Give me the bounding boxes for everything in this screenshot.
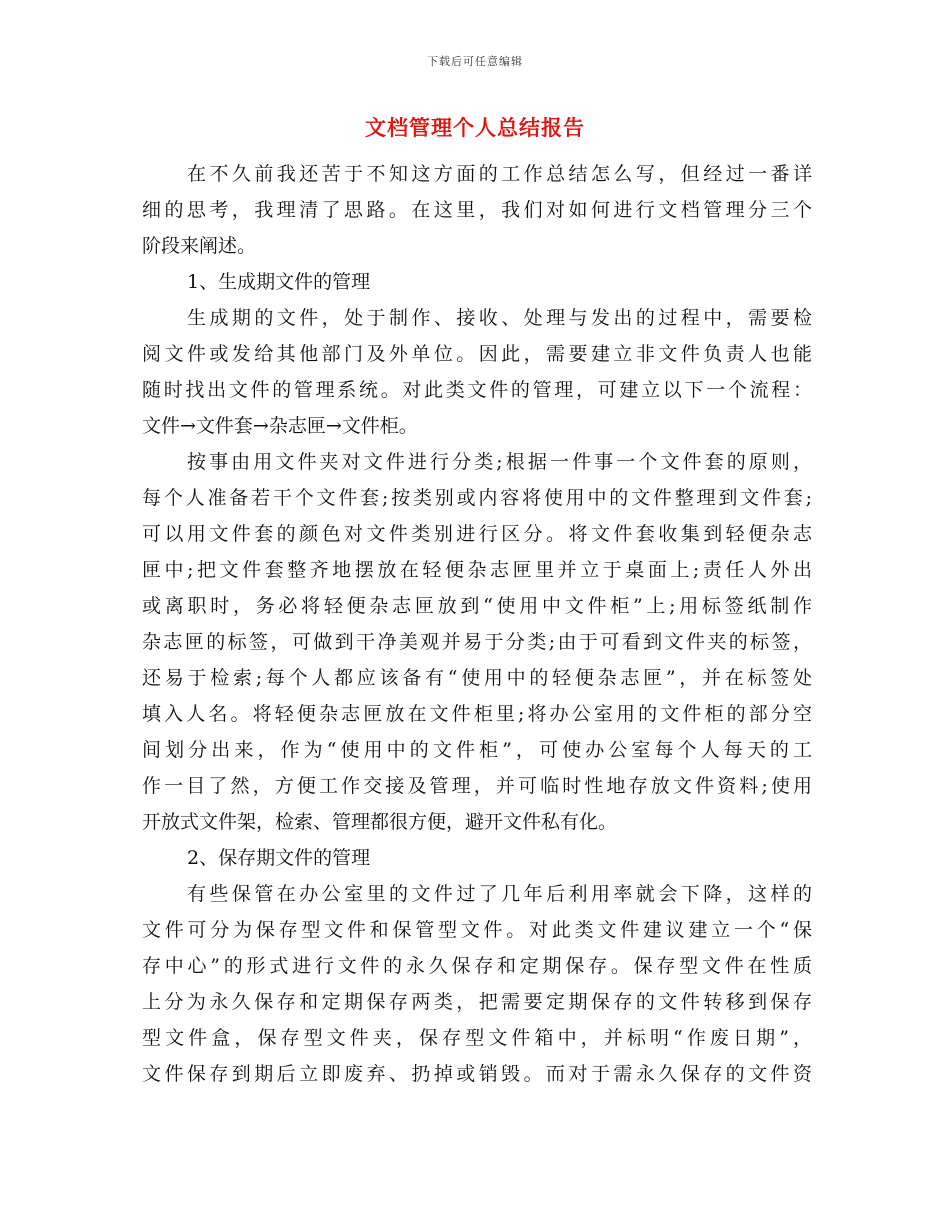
body-line: 文件→文件套→杂志匣→文件柜。 [142, 415, 418, 437]
header-note: 下载后可任意编辑 [427, 55, 523, 68]
body-line: 随时找出文件的管理系统。对此类文件的管理，可建立以下一个流程： [142, 379, 812, 401]
body-line: 开放式文件架，检索、管理都很方便，避开文件私有化。 [142, 811, 618, 833]
body-line: 阅文件或发给其他部门及外单位。因此，需要建立非文件负责人也能 [142, 343, 812, 365]
body-line: 作一目了然，方便工作交接及管理，并可临时性地存放文件资料;使用 [142, 775, 812, 797]
body-line: 填入人名。将轻便杂志匣放在文件柜里;将办公室用的文件柜的部分空 [142, 703, 812, 725]
section-heading: 1、生成期文件的管理 [187, 271, 371, 293]
body-line: 或离职时，务必将轻便杂志匣放到“使用中文件柜”上;用标签纸制作 [142, 595, 812, 617]
body-line: 按事由用文件夹对文件进行分类;根据一件事一个文件套的原则， [187, 451, 812, 473]
body-line: 上分为永久保存和定期保存两类，把需要定期保存的文件转移到保存 [142, 991, 812, 1013]
section-heading: 2、保存期文件的管理 [187, 847, 371, 869]
body-line: 杂志匣的标签，可做到干净美观并易于分类;由于可看到文件夹的标签， [142, 631, 812, 653]
body-line: 匣中;把文件套整齐地摆放在轻便杂志匣里并立于桌面上;责任人外出 [142, 559, 812, 581]
document-body [142, 156, 812, 1092]
body-line: 文件保存到期后立即废弃、扔掉或销毁。而对于需永久保存的文件资 [142, 1063, 812, 1085]
body-line: 细的思考，我理清了思路。在这里，我们对如何进行文档管理分三个 [142, 199, 812, 221]
body-line: 还易于检索;每个人都应该备有“使用中的轻便杂志匣”，并在标签处 [142, 667, 812, 689]
body-line: 可以用文件套的颜色对文件类别进行区分。将文件套收集到轻便杂志 [142, 523, 812, 545]
body-line: 生成期的文件，处于制作、接收、处理与发出的过程中，需要检 [187, 307, 812, 329]
body-line: 每个人准备若干个文件套;按类别或内容将使用中的文件整理到文件套; [142, 487, 812, 509]
body-line: 在不久前我还苦于不知这方面的工作总结怎么写，但经过一番详 [187, 163, 812, 185]
document-title: 文档管理个人总结报告 [365, 115, 585, 140]
body-line: 间划分出来，作为“使用中的文件柜”，可使办公室每个人每天的工 [142, 739, 812, 761]
body-line: 文件可分为保存型文件和保管型文件。对此类文件建议建立一个“保 [142, 919, 812, 941]
body-line: 存中心”的形式进行文件的永久保存和定期保存。保存型文件在性质 [142, 955, 812, 977]
body-line: 阶段来阐述。 [142, 235, 257, 257]
body-line: 有些保管在办公室里的文件过了几年后利用率就会下降，这样的 [187, 883, 812, 905]
body-line: 型文件盒，保存型文件夹，保存型文件箱中，并标明“作废日期”， [142, 1027, 812, 1049]
